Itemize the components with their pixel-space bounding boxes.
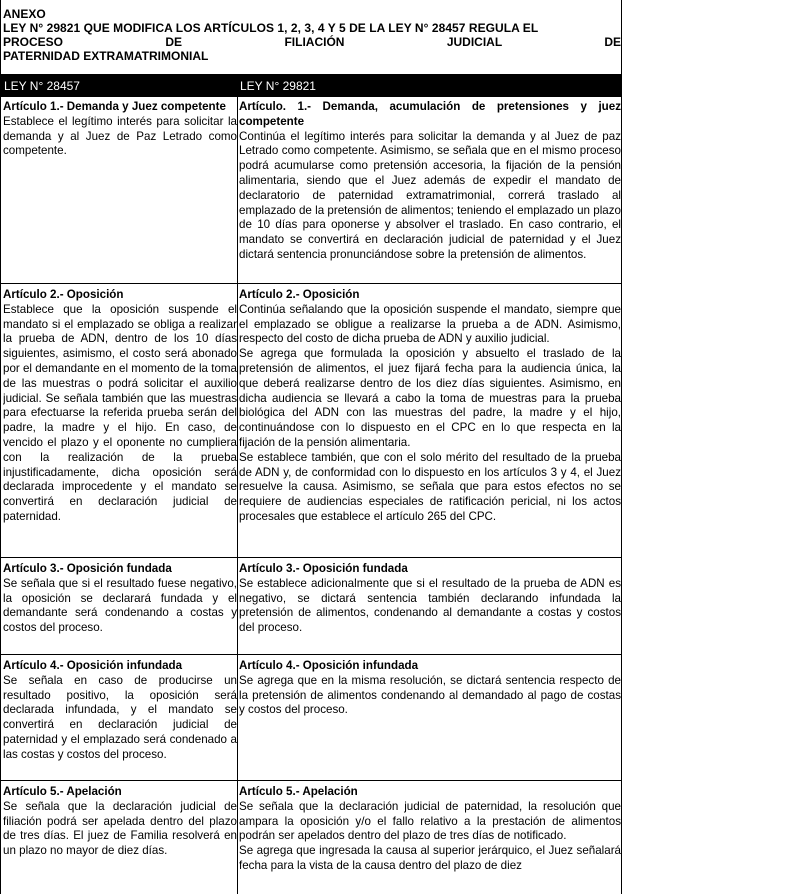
table-cell-right — [239, 659, 621, 779]
article-title: Artículo 5.- Apelación — [3, 785, 122, 798]
article-text: Continúa señalando que la oposición suspende el mandato, siempre que el emplazado se obligue a realizarse la prueba a de ADN. Asimismo, respecto del costo de dicha prueba de ADN y auxilio judicial. — [239, 302, 621, 346]
table-cell-left — [3, 562, 237, 653]
row-divider — [1, 557, 621, 558]
law-title-line-1: LEY N° 29821 QUE MODIFICA LOS ARTÍCULOS 1, 2, 3, 4 Y 5 DE LA LEY N° 28457 REGULA EL — [3, 21, 539, 35]
article-text: Se agrega que formulada la oposición y absuelto el traslado de la pretensión de alimentos, el juez fijará fecha para la audiencia única, la que deberá realizarse dentro de los diez días siguientes. Asimismo, en dicha audiencia se llevará a cabo la toma de muestras para la prueba biológica del ADN con las muestras del padre, la madre y el hijo, continuándose con lo dispuesto en el CPC en lo que respecta en la fijación de la pensión alimentaria. — [239, 347, 621, 449]
law-title-line-2: PROCESO DE FILIACIÓN JUDICIAL DE — [3, 35, 621, 49]
row-divider — [1, 780, 621, 781]
table-cell-right — [239, 785, 621, 894]
article-text: Continúa el legítimo interés para solicitar la demanda y al Juez de paz Letrado como competente. Asimismo, se señala que en el mismo proceso podrá acumularse como pretensión accesoria, la fijación de la pensión alimentaria, siendo que el Juez además de expedir el mandato de declaratorio de paternidad extramatrimonial, correrá traslado al emplazado de la pretensión de alimentos; teniendo el emplazado un plazo de 10 días para oponerse y absolver el traslado. En caso contrario, el mandato se convertirá en declaración judicial de paternidad y el Juez dictará sentencia pronunciándose sobre la pretensión de alimentos. — [239, 129, 621, 261]
article-text: Se señala en caso de producirse un resultado positivo, la oposición será declarada infundada, y el mandato se convertirá en declaración judicial de paternidad y el emplazado será condenado a las costas y costos del proceso. — [3, 673, 237, 761]
annex-label: ANEXO — [3, 7, 46, 21]
article-title: Artículo 4.- Oposición infundada — [3, 659, 183, 672]
article-text: Establece el legítimo interés para solicitar la demanda y al Juez de Paz Letrado como competente. — [3, 114, 237, 158]
column-header-left: LEY N° 28457 — [4, 79, 80, 93]
table-cell-left — [3, 659, 237, 779]
article-text: Se agrega que en la misma resolución, se dictará sentencia respecto de la pretensión de alimentos condenando al demandado al pago de costas y costos del proceso. — [239, 673, 621, 717]
article-text: Se señala que la declaración judicial de paternidad, la resolución que ampara la oposición y/o el fallo relativo a la prestación de alimentos podrán ser apelados dentro del plazo de tres días de notificado. — [239, 799, 621, 843]
row-divider — [1, 654, 621, 655]
table-cell-right — [239, 562, 621, 653]
article-title: Artículo 4.- Oposición infundada — [239, 659, 419, 672]
article-text: Establece que la oposición suspende el mandato si el emplazado se obliga a realizar la prueba de ADN, dentro de los 10 días siguientes, asimismo, el costo será abonado por el demandante en el momento de la toma de las muestras o podrá solicitar el auxilio judicial. Se señala también que las muestras para efectuarse la referida prueba serán del padre, la madre y el hijo. En caso, de vencido el plazo y el oponente no cumpliera con la realización de la prueba injustificadamente, dicha oposición será declarada improcedente y el mandato se convertirá en declaración judicial de paternidad. — [3, 302, 237, 523]
table-cell-left — [3, 785, 237, 894]
article-title: Artículo 2.- Oposición — [3, 288, 124, 301]
document-header — [3, 7, 621, 63]
table-cell-right — [239, 288, 621, 556]
table-cell-right — [239, 100, 621, 282]
column-header-right: LEY N° 29821 — [240, 79, 316, 93]
article-title: Artículo 3.- Oposición fundada — [3, 562, 172, 575]
table-cell-left — [3, 100, 237, 282]
table-cell-left — [3, 288, 237, 556]
article-title: Artículo 5.- Apelación — [239, 785, 358, 798]
article-title: Artículo 1.- Demanda y Juez competente — [3, 100, 226, 113]
law-title-line-3: PATERNIDAD EXTRAMATRIMONIAL — [3, 49, 209, 63]
article-title: Artículo. 1.- Demanda, acumulación de pretensiones y juez competente — [239, 100, 621, 128]
column-header-band — [1, 75, 621, 97]
article-text: Se establece adicionalmente que si el resultado de la prueba de ADN es negativo, se dictará sentencia también declarando infundada la pretensión de alimentos, condenando al demandante a costas y costos del proceso. — [239, 576, 621, 635]
column-divider — [237, 97, 238, 894]
article-title: Artículo 2.- Oposición — [239, 288, 360, 301]
article-text: Se señala que si el resultado fuese negativo, la oposición se declarará fundada y el demandante será condenando a costas y costos del proceso. — [3, 576, 237, 635]
article-text: Se agrega que ingresada la causa al superior jerárquico, el Juez señalará fecha para la vista de la causa dentro del plazo de diez — [239, 844, 621, 872]
article-title: Artículo 3.- Oposición fundada — [239, 562, 408, 575]
article-text: Se señala que la declaración judicial de filiación podrá ser apelada dentro del plazo de tres días. El juez de Familia resolverá en un plazo no mayor de diez días. — [3, 799, 237, 858]
article-text: Se establece también, que con el solo mérito del resultado de la prueba de ADN y, de conformidad con lo dispuesto en los artículos 3 y 4, el Juez resuelve la causa. Asimismo, se señala que para estos efectos no se requiere de audiencias especiales de ratificación pericial, ni los actos procesales que establece el artículo 265 del CPC. — [239, 450, 621, 523]
row-divider — [1, 283, 621, 284]
